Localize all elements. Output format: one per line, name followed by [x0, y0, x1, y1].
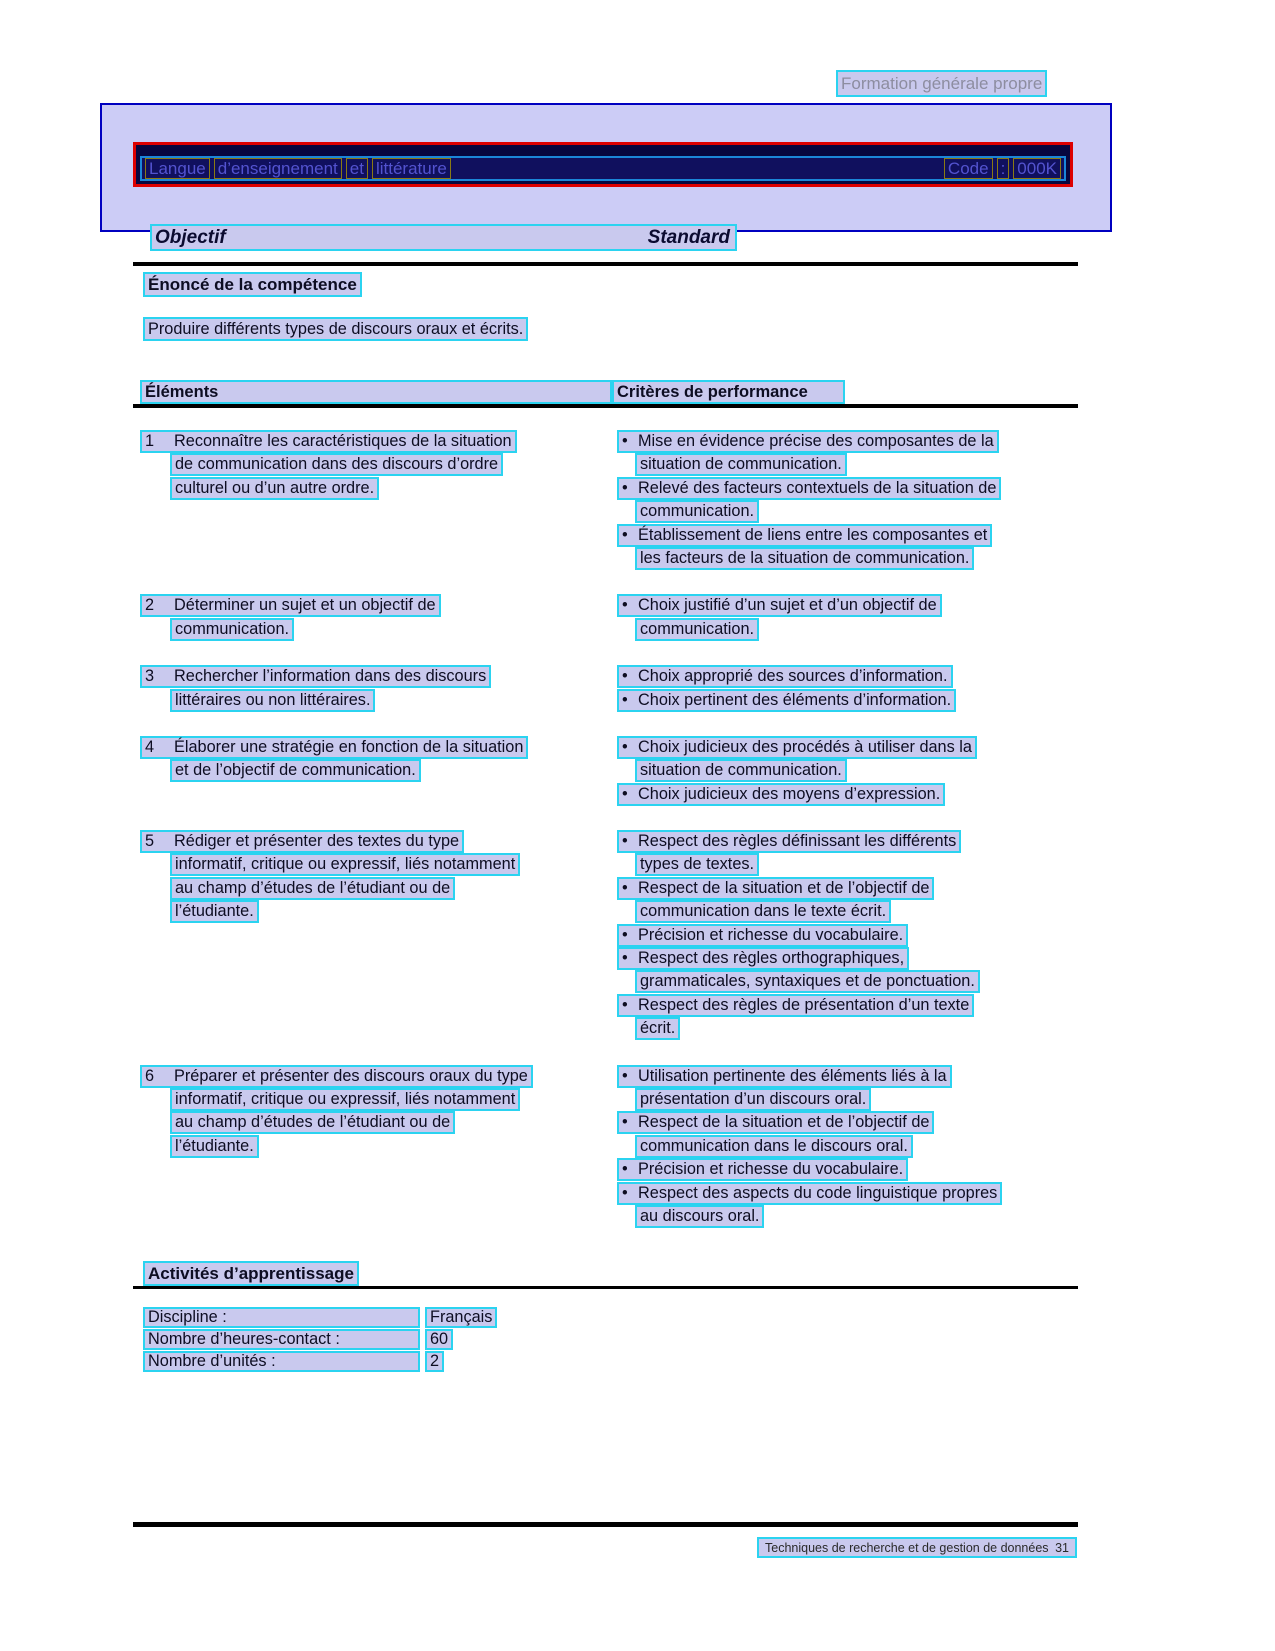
ocr-line: situation de communication.	[635, 453, 847, 476]
ocr-line: au discours oral.	[635, 1205, 764, 1228]
ocr-line: communication.	[170, 618, 294, 641]
ocr-word: Langue	[145, 158, 210, 179]
criterion-text: Respect de la situation et de l’objectif de	[638, 878, 930, 897]
element-text: Rédiger et présenter des textes du type	[174, 832, 460, 851]
criterion-text: Établissement de liens entre les composantes et	[638, 525, 988, 544]
course-code	[944, 158, 1061, 179]
criterion-text: Respect de la situation et de l’objectif de	[638, 1113, 930, 1132]
ocr-line: informatif, critique ou expressif, liés notamment	[170, 853, 520, 876]
ocr-line: les facteurs de la situation de communication.	[635, 547, 974, 570]
detail-value: 60	[425, 1329, 453, 1350]
column-titles	[150, 224, 737, 251]
element-text: Déterminer un sujet et un objectif de	[174, 596, 436, 615]
ocr-line	[140, 594, 441, 617]
bullet-icon: •	[622, 832, 628, 851]
ocr-line	[617, 594, 942, 617]
table-row	[133, 665, 1078, 712]
element-cell	[133, 665, 617, 712]
bullet-icon: •	[622, 1160, 628, 1179]
ocr-line: types de textes.	[635, 853, 759, 876]
standard-title: Standard	[647, 226, 730, 248]
bullet-icon: •	[622, 525, 628, 544]
detail-label: Nombre d’unités :	[143, 1351, 420, 1372]
criterion-text: Respect des règles de présentation d’un texte	[638, 995, 970, 1014]
bullet-icon: •	[622, 878, 628, 897]
criterion-text: Respect des règles définissant les différents	[638, 832, 957, 851]
element-text: Élaborer une stratégie en fonction de la situation	[174, 737, 524, 756]
ocr-line	[140, 1065, 533, 1088]
bullet-icon: •	[622, 596, 628, 615]
item-number: 2	[145, 596, 155, 615]
ocr-line	[617, 736, 977, 759]
table-row	[133, 736, 1078, 806]
element-cell	[133, 736, 617, 806]
detail-value: 2	[425, 1351, 444, 1372]
ocr-line: littéraires ou non littéraires.	[170, 689, 375, 712]
criterion-text: Mise en évidence précise des composantes de la	[638, 432, 994, 450]
bullet-icon: •	[622, 995, 628, 1014]
ocr-line	[140, 830, 464, 853]
item-number: 4	[145, 737, 155, 756]
criterion-text: Respect des aspects du code linguistique propres	[638, 1183, 998, 1202]
page-footer	[757, 1537, 1077, 1558]
criteria-cell	[617, 1065, 1078, 1229]
bullet-icon: •	[622, 949, 628, 968]
criteria-cell	[617, 736, 1078, 806]
ocr-line	[617, 947, 909, 970]
bullet-icon: •	[622, 667, 628, 686]
element-text: Reconnaître les caractéristiques de la situation	[174, 432, 512, 450]
ocr-word: :	[997, 158, 1010, 179]
criteria-cell	[617, 665, 1078, 712]
table-row	[133, 1065, 1078, 1229]
detail-row	[143, 1307, 493, 1329]
running-head: Formation générale propre	[836, 70, 1047, 97]
ocr-word: et	[346, 158, 368, 179]
criterion-text: Relevé des facteurs contextuels de la situation de	[638, 478, 997, 497]
element-cell	[133, 830, 617, 1041]
footer-text: Techniques de recherche et de gestion de données	[765, 1540, 1049, 1555]
divider	[133, 262, 1078, 266]
item-number: 5	[145, 832, 155, 851]
ocr-word: 000K	[1013, 158, 1061, 179]
competency-statement: Produire différents types de discours oraux et écrits.	[143, 317, 528, 341]
ocr-line: communication.	[635, 500, 759, 523]
ocr-line: situation de communication.	[635, 759, 847, 782]
ocr-line: l’étudiante.	[170, 900, 259, 923]
item-number: 1	[145, 432, 155, 450]
criterion-text: Choix judicieux des procédés à utiliser dans la	[638, 737, 972, 756]
ocr-line	[617, 689, 956, 712]
detail-row	[143, 1351, 440, 1373]
competency-heading: Énoncé de la compétence	[143, 272, 362, 297]
ocr-line: écrit.	[635, 1017, 680, 1040]
ocr-line	[617, 1182, 1002, 1205]
detail-value: Français	[425, 1307, 497, 1328]
detail-label: Discipline :	[143, 1307, 420, 1328]
criterion-text: Précision et richesse du vocabulaire.	[638, 1160, 904, 1179]
ocr-line	[140, 736, 528, 759]
divider	[133, 404, 1078, 408]
activities-heading: Activités d’apprentissage	[143, 1261, 359, 1286]
element-text: Rechercher l’information dans des discours	[174, 667, 487, 686]
ocr-line: l’étudiante.	[170, 1135, 259, 1158]
ocr-line: au champ d’études de l’étudiant ou de	[170, 877, 455, 900]
ocr-line	[617, 994, 974, 1017]
ocr-line: et de l’objectif de communication.	[170, 759, 421, 782]
ocr-line: communication dans le texte écrit.	[635, 900, 891, 923]
bullet-icon: •	[622, 1113, 628, 1132]
table-row	[133, 830, 1078, 1041]
bullet-icon: •	[622, 1066, 628, 1085]
ocr-line	[617, 1158, 908, 1181]
ocr-line: communication dans le discours oral.	[635, 1135, 913, 1158]
ocr-line	[617, 430, 999, 453]
bullet-icon: •	[622, 690, 628, 709]
item-number: 3	[145, 667, 155, 686]
criterion-text: Utilisation pertinente des éléments liés à la	[638, 1066, 947, 1085]
ocr-line	[617, 1111, 934, 1134]
detail-label: Nombre d’heures-contact :	[143, 1329, 420, 1350]
ocr-line: grammaticales, syntaxiques et de ponctuation.	[635, 970, 980, 993]
criteria-cell	[617, 430, 1078, 570]
page-number: 31	[1055, 1540, 1069, 1555]
ocr-word: Code	[944, 158, 993, 179]
bullet-icon: •	[622, 478, 628, 497]
criterion-text: Choix justifié d’un sujet et d’un objectif de	[638, 596, 937, 615]
element-cell	[133, 430, 617, 570]
ocr-line: présentation d’un discours oral.	[635, 1088, 871, 1111]
divider	[133, 1522, 1078, 1527]
bullet-icon: •	[622, 784, 628, 803]
ocr-line	[617, 524, 992, 547]
criteria-cell	[617, 594, 1078, 641]
detail-row	[143, 1329, 449, 1351]
ocr-line	[617, 877, 934, 900]
table-row	[133, 594, 1078, 641]
ocr-line	[617, 924, 908, 947]
divider	[133, 1286, 1078, 1289]
ocr-line-box	[140, 156, 1066, 181]
ocr-line: culturel ou d’un autre ordre.	[170, 477, 379, 500]
bullet-icon: •	[622, 737, 628, 756]
ocr-line	[617, 783, 945, 806]
criteria-header: Critères de performance	[612, 380, 845, 404]
item-number: 6	[145, 1066, 155, 1085]
ocr-line	[617, 830, 961, 853]
course-details	[143, 1307, 493, 1372]
criterion-text: Précision et richesse du vocabulaire.	[638, 925, 904, 944]
ocr-line: communication.	[635, 618, 759, 641]
ocr-line	[140, 665, 491, 688]
criterion-text: Respect des règles orthographiques,	[638, 949, 905, 968]
element-cell	[133, 1065, 617, 1229]
elements-header: Éléments	[140, 380, 612, 404]
ocr-word: littérature	[372, 158, 451, 179]
ocr-line	[617, 477, 1001, 500]
element-cell	[133, 594, 617, 641]
ocr-word: d’enseignement	[214, 158, 342, 179]
course-title	[145, 158, 451, 179]
bullet-icon: •	[622, 1183, 628, 1202]
element-text: Préparer et présenter des discours oraux du type	[174, 1066, 528, 1085]
ocr-line: de communication dans des discours d’ordre	[170, 453, 503, 476]
criterion-text: Choix judicieux des moyens d’expression.	[638, 784, 941, 803]
ocr-line: au champ d’études de l’étudiant ou de	[170, 1111, 455, 1134]
course-title-bar	[133, 142, 1073, 187]
criteria-cell	[617, 830, 1078, 1041]
criterion-text: Choix pertinent des éléments d’information.	[638, 690, 952, 709]
elements-criteria-table	[133, 430, 1078, 1252]
criterion-text: Choix approprié des sources d’information.	[638, 667, 948, 686]
ocr-line	[617, 665, 953, 688]
bullet-icon: •	[622, 925, 628, 944]
ocr-line	[140, 430, 517, 453]
ocr-line: informatif, critique ou expressif, liés notamment	[170, 1088, 520, 1111]
ocr-line	[617, 1065, 952, 1088]
objectif-title: Objectif	[155, 226, 226, 248]
bullet-icon: •	[622, 432, 628, 450]
table-row	[133, 430, 1078, 570]
